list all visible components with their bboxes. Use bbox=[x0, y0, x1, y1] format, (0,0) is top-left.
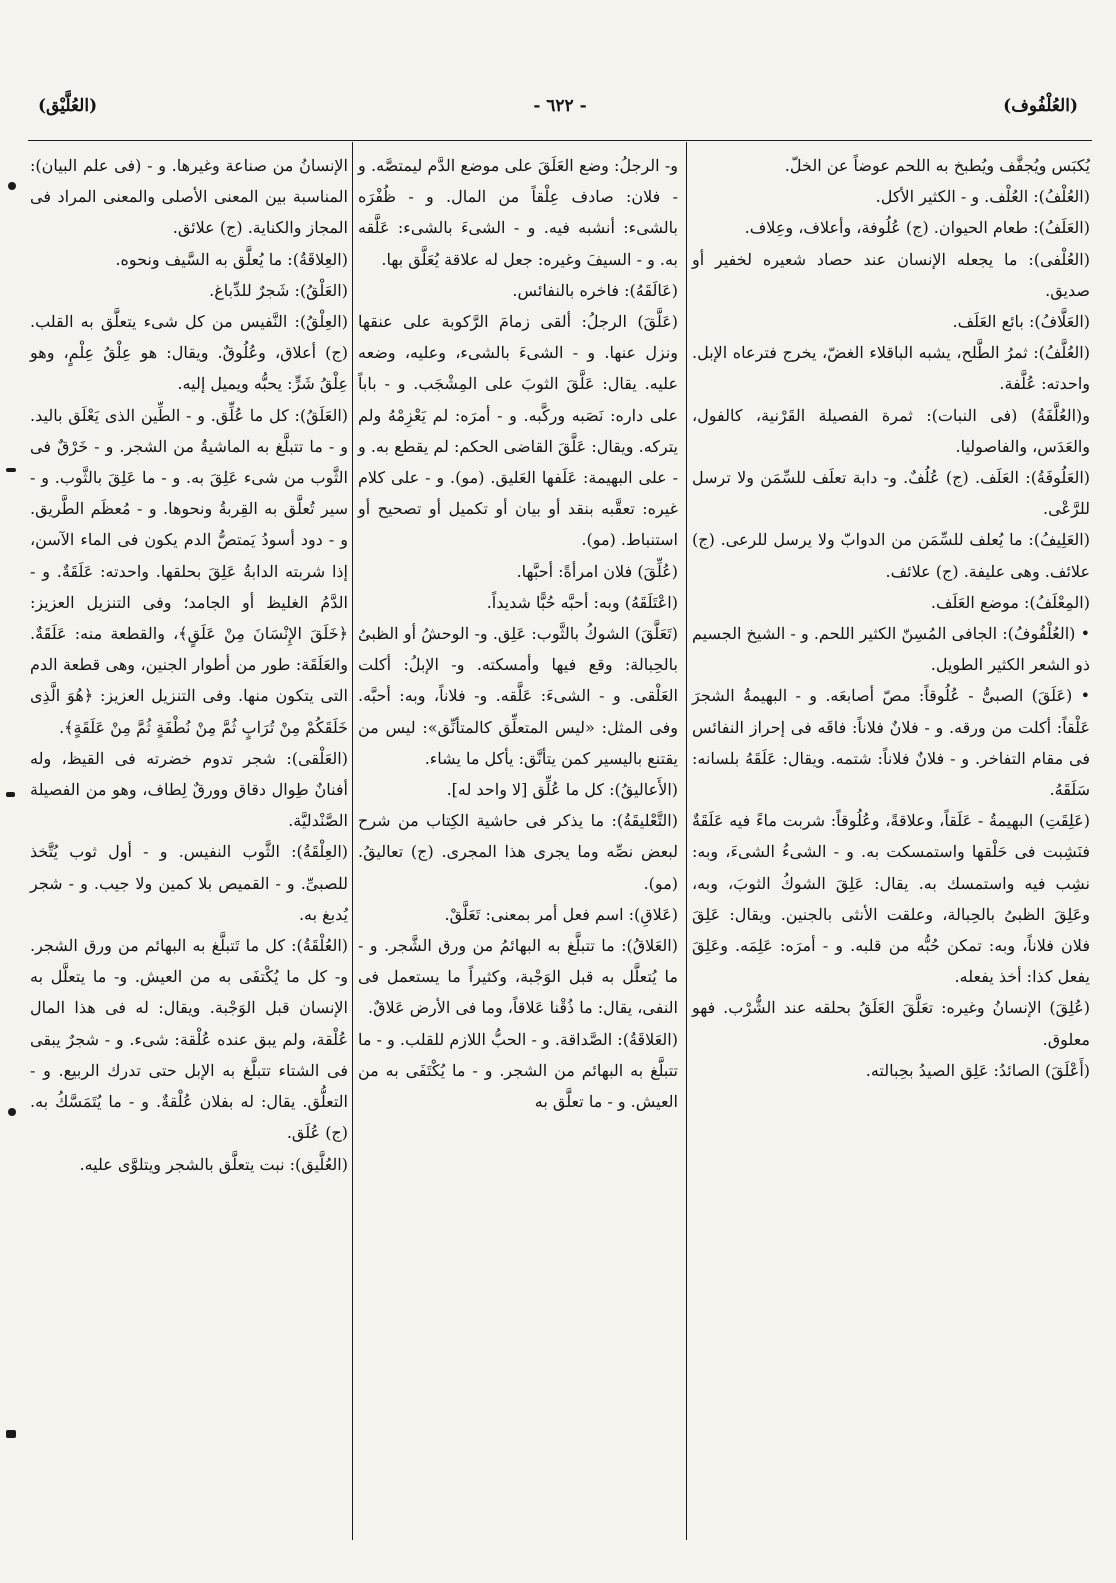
margin-mark bbox=[6, 468, 16, 472]
dictionary-entry: (العُلَّيق): نبت يتعلَّق بالشجر ويتلوَّى عليه. bbox=[79, 1154, 348, 1174]
dictionary-entry: (العِلْقَةُ): الثَّوب النفيس. و - أول ثوب يُتَّخذ للصبىِّ. و - القميص بلا كمين ولا جيب. و - شجر يُدبغ به. bbox=[30, 842, 348, 924]
dictionary-entry: • (عَلَقَ) الصبىُّ - عُلُوقاً: مصّ أصابعَه. و - البهيمةُ الشجرَ عَلْقاً: أكلت من ورقه. و - فلانٌ فلاناً: فاقَه فى إحراز النفائس فى مقام التفاخر. و - فلانٌ فلاناً: شتمه. ويقال: عَلَقَهُ بلسانه: سَلَقَهُ. bbox=[692, 686, 1090, 800]
dictionary-entry: (العِلاقَةُ): ما يُعلَّق به السَّيف ونحوه. bbox=[115, 249, 348, 269]
column-right bbox=[692, 150, 1090, 1086]
dictionary-entry: و(العُلَّفَةُ) (فى النبات): ثمرة الفصيلة القَرْنية، كالفول، والعَدَس، والفاصوليا. bbox=[692, 405, 1090, 456]
dictionary-entry: (العَلاقُ): ما تتبلَّغ به البهائمُ من ورق الشَّجر. و - ما يُتعلَّل به قبل الوَجْبة، وكثيراً ما يستعمل فى النفى، يقال: ما ذُقْنا عَلاقاً، وما فى الأرض عَلاقٌ. bbox=[358, 936, 678, 1018]
dictionary-entry: (أَعْلَقَ) الصائدُ: عَلِق الصيدُ بحِبالته. bbox=[865, 1060, 1090, 1080]
dictionary-entry: (العَلَّافُ): بائع العَلَف. bbox=[952, 312, 1090, 332]
dictionary-entry: • (العُلْفُوفُ): الجافى المُسِنّ الكثير اللحم. و - الشيخ الجسيم ذو الشعر الكثير الطويل. bbox=[692, 624, 1090, 675]
dictionary-entry: الإنسانُ من صناعة وغيرها. و - (فى علم البيان): المناسبة بين المعنى الأصلى والمعنى المراد فى المجاز والكناية. (ج) علائق. bbox=[30, 156, 348, 238]
dictionary-entry: (تَعَلَّقَ) الشوكُ بالثَّوب: عَلِق. و- الوحشُ أو الظبىُ بالحِبالة: وقع فيها وأمسكته. و- الإبلُ: أكلت العَلْقى. و - الشىءَ: عَلَّقه. و- فلاناً، وبه: أحبَّه. وفى المثل: «ليس المتعلِّق كالمتأنِّق»: ليس من يقتنع باليسير كمن يتأنَّق: يأكل ما يشاء. bbox=[358, 624, 678, 768]
dictionary-entry: (العِلْقُ): النَّفيس من كل شىء يتعلَّق به القلب. (ج) أعلاق، وعُلُوقٌ. ويقال: هو عِلْقُ عِلْمٍ، وهو عِلْقُ شَرٍّ: يحبُّه ويميل إليه. bbox=[30, 312, 348, 394]
column-left bbox=[30, 150, 348, 1180]
dictionary-entry: و- الرجلُ: وضع العَلَقَ على موضع الدَّم ليمتصَّه. و - فلان: صادف عِلْقاً من المال. و - ظُفْرَه بالشىء: أنشبه فيه. و - الشىءَ بالشىء: عَلَّقه به. و - السيفَ وغيره: جعل له علاقة يُعَلَّق بها. bbox=[358, 156, 678, 269]
column-separator bbox=[686, 142, 687, 1540]
dictionary-entry: (العُلَّفُ): ثمرُ الطَّلح، يشبه الباقلاء الغضّ، يخرج فترعاه الإبل. واحدته: عُلَّفة. bbox=[692, 343, 1090, 394]
dictionary-entry: (العَلْقُ): شَجرٌ للدِّباغ. bbox=[209, 280, 348, 300]
dictionary-entry: (الأَعاليقُ): كل ما عُلِّق [لا واحد له]. bbox=[446, 780, 678, 800]
column-separator bbox=[352, 142, 353, 1540]
dictionary-entry: (العَلِيفُ): ما يُعلف للسِّمَن من الدوابّ ولا يرسل للرعى. (ج) علائف. وهى عليفة. (ج) علائف. bbox=[692, 530, 1090, 581]
margin-mark bbox=[6, 792, 15, 797]
dictionary-entry: (عَلَّقَ) الرجلُ: ألقى زمامَ الرَّكوبة على عنقها ونزل عنها. و - الشىءَ بالشىء، وعليه، وضعه عليه. يقال: عَلَّقَ الثوبَ على المِشْجَب. و - باباً على داره: نَصَبه وركَّبه. و - أمرَه: لم يَعْزِمْهُ ولم يتركه. ويقال: عَلَّقَ القاضى الحكم: لم يقطع به. و - على البهيمة: عَلَفها العَليق. (مو). و - على كلام غيره: تعقَّبه بنقد أو بيان أو تكميل أو تصحيح أو استنباط. (مو). bbox=[358, 312, 678, 550]
dictionary-entry: (العُلْقَةُ): كل ما تَتبلَّغ به البهائم من ورق الشجر. و- كل ما يُكْتفَى به من العيش. و- ما يتعلَّل به الإنسان قبل الوَجْبة. ويقال: له فى هذا المال عُلْقة، ولم يبق عنده عُلْقة: شىء. و - شجرٌ يبقى فى الشتاء تتبلَّغ به الإبل حتى تدرك الربيع. و - التعلُّق. يقال: له بفلان عُلْقةٌ. و - ما يُتَمَسَّكُ به. (ج) عُلَق. bbox=[30, 936, 348, 1143]
page-number: - ٦٢٢ - bbox=[533, 96, 587, 116]
dictionary-entry: (العُلْفى): ما يجعله الإنسان عند حصاد شعيره لخفير أو صديق. bbox=[692, 249, 1090, 300]
dictionary-entry: (عَلِقَتِ) البهيمةُ - عَلَقاً، وعلاقةً، وعُلُوقاً: شربت ماءً فيه عَلَقَةٌ فنَشِبت فى حَلْقها واستمسكت به. و - الشىءُ الشىءَ، وبه: نشِب فيه واستمسك به. يقال: عَلِقَ الشوكُ الثوبَ، وبه، وعَلِقَ الظبىُ بالحِبالة، وعلقت الأنثى بالجنين. ويقال: عَلِقَ فلان فلاناً، وبه: تمكن حُبُّه من قلبه. و - أمرَه: عَلِمَه. وعَلِقَ يفعل كذا: أخذ يفعله. bbox=[692, 811, 1090, 987]
dictionary-entry: (اعْتَلَقَهُ) وبه: أحبَّه حُبًّا شديداً. bbox=[486, 592, 678, 612]
dictionary-entry: (عُلِّقَ) فلان امرأةً: أحبَّها. bbox=[516, 561, 678, 581]
page-header bbox=[28, 92, 1092, 126]
dictionary-entry: (العَلَقُ): كل ما عُلِّق. و - الطِّين الذى يَعْلَق باليد. و - ما تتبلَّغ به الماشيةُ من الشجر. و - خَرْقٌ فى الثَّوب من شىء عَلِقَ به. و - ما عَلِقَ بالثَّوب. و - سير تُعلَّق به القِربةُ ونحوها. و - مُعظَم الطَّريق. و - دود أسودُ يَمتصُّ الدم يكون فى الماء الآسن، إذا شربته الدابةُ عَلِقَ بحلقها. واحدته: عَلَقَةٌ. و - الدَّمُ الغليظ أو الجامد؛ وفى التنزيل العزيز: ﴿خَلَقَ الإِنْسَانَ مِنْ عَلَقٍ﴾، والقطعة منه: عَلَقَةٌ. والعَلَقَة: طور من أطوار الجنين، وهى قطعة الدم التى يتكون منها. وفى التنزيل العزيز: ﴿هُوَ الَّذِى خَلَقَكُمْ مِنْ تُرَابٍ ثُمَّ مِنْ نُطْفَةٍ ثُمَّ مِنْ عَلَقَةٍ﴾. bbox=[30, 405, 348, 737]
dictionary-entry: (عَالَقَهُ): فاخره بالنفائس. bbox=[512, 280, 678, 300]
dictionary-entry: (العَلُوفَةُ): العَلَف. (ج) عُلُفٌ. و- دابة تعلَف للسِّمَن ولا ترسل للرَّعْى. bbox=[692, 468, 1090, 519]
dictionary-entry: (التَّعْليقَةُ): ما يذكر فى حاشية الكِتاب من شرح لبعض نصِّه وما يجرى هذا المجرى. (ج) تعاليقُ. (مو). bbox=[358, 811, 678, 893]
dictionary-entry: (عَلاقِ): اسم فعل أمر بمعنى: تَعَلَّقْ. bbox=[444, 904, 678, 924]
margin-mark bbox=[8, 182, 16, 190]
dictionary-entry: (المِعْلَفُ): موضع العَلَف. bbox=[930, 592, 1090, 612]
dictionary-entry: (العُلْفُ): العُلْف. و - الكثير الأكل. bbox=[875, 187, 1090, 207]
margin-mark bbox=[6, 1430, 16, 1438]
column-middle bbox=[358, 150, 678, 1117]
header-left-title: (العُلَّيْق) bbox=[38, 96, 98, 116]
dictionary-entry: (العَلَفُ): طعام الحيوان. (ج) عُلُوفة، وأعلاف، وعِلاف. bbox=[744, 218, 1090, 238]
header-right-title: (العُلْفُوف) bbox=[1003, 96, 1078, 116]
dictionary-entry: (العَلْقى): شجر تدوم خضرته فى القيظ، وله أفنانٌ طِوال دقاق وورقٌ لِطاف، وهو من الفصيلة الصَّنْدليَّة. bbox=[30, 748, 348, 831]
dictionary-entry: يُكبَس ويُجفَّف ويُطبخ به اللحم عوضاً عن الخلّ. bbox=[784, 156, 1090, 175]
margin-mark bbox=[8, 1108, 16, 1116]
dictionary-entry: (العَلاقَةُ): الصَّداقة. و - الحبُّ اللازم للقلب. و - ما تتبلَّغ به البهائم من الشجر. و - ما يُكْتَفَى به من العيش. و - ما تعلَّق به bbox=[358, 1029, 678, 1112]
dictionary-entry: (عُلِقَ) الإنسانُ وغيره: تعَلَّقَ العَلَقُ بحلقه عند الشُّرْب. فهو معلوق. bbox=[692, 998, 1090, 1049]
header-rule bbox=[28, 140, 1092, 141]
